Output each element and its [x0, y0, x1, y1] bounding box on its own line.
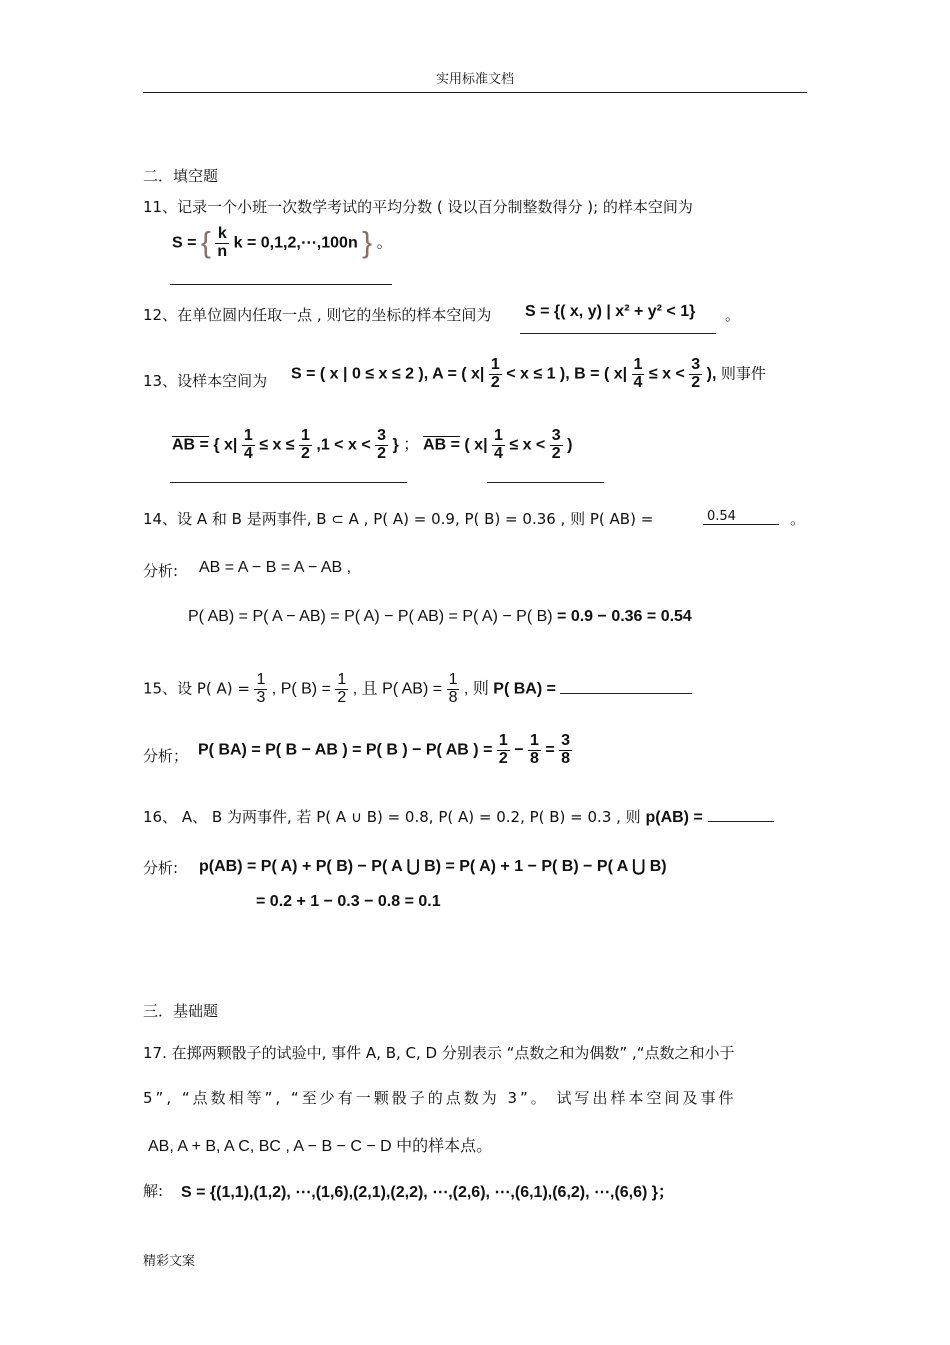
- q13-m2: ,1 < x <: [316, 436, 371, 454]
- question-12-answer: S = {( x, y) | x² + y² < 1}: [525, 303, 696, 320]
- q13-frac1: $\frac{1}{4}$: [243, 427, 253, 462]
- page-header: 实用标准文档: [435, 72, 514, 87]
- q15-frac1: $\frac{1}{3}$: [256, 671, 266, 706]
- answer-underline: [170, 482, 407, 483]
- q17-solution: S = {(1,1),(1,2), ⋯,(1,6),(2,1),(2,2), ⋯,(2,6), ⋯,(6,1),(6,2), ⋯,(6,6) }；: [181, 1184, 675, 1201]
- answer-underline: [170, 284, 392, 285]
- q13-b-frac1: $\frac{1}{4}$: [633, 356, 643, 391]
- q13-ab2-label: AB =: [423, 436, 460, 454]
- analysis-label: 分析:: [143, 859, 179, 877]
- question-15-text: 15、设 P( A) = $\frac{1}{3}$ , P( B) = $\frac{1}{2}$ , 且 P( AB) = $\frac{1}{8}$ , 则 P( BA) =: [143, 672, 692, 707]
- q11-set-rest: k = 0,1,2,⋯,100n: [233, 234, 358, 252]
- solution-label: 解:: [143, 1182, 164, 1200]
- q13-b-mid: ≤ x <: [648, 365, 685, 383]
- question-16-text: 16、 A、 B 为两事件, 若 P( A ∪ B) = 0.8, P( A) = 0.2, P( B) = 0.3 , 则 p(AB) =: [143, 806, 774, 827]
- q14-analysis-2: P( AB) = P( A − AB) = P( A) − P( AB) = P( A) − P( B) = 0.9 − 0.36 = 0.54: [188, 608, 692, 625]
- q13-a-frac: $\frac{1}{2}$: [490, 356, 500, 391]
- q13-ab2-pre: ( x|: [464, 436, 488, 454]
- answer-underline: [520, 333, 716, 334]
- q13-ab-post: }: [392, 436, 399, 454]
- q13-frac5: $\frac{3}{2}$: [551, 427, 561, 462]
- section-heading: 三．基础题: [143, 1002, 219, 1020]
- q13-ab-pre: { x|: [213, 436, 238, 454]
- question-12-text: 12、在单位圆内任取一点 , 则它的坐标的样本空间为: [143, 306, 492, 324]
- q13-b-post: ),: [706, 365, 717, 383]
- answer-underline: [703, 524, 779, 525]
- q14-tail: 。: [790, 510, 806, 528]
- q15-frac-h1: $\frac{1}{2}$: [498, 732, 508, 767]
- q11-tail: 。: [376, 234, 393, 252]
- q11-lhs: S =: [172, 234, 197, 252]
- right-brace-icon: }: [362, 226, 373, 260]
- question-17-line-3: AB, A + B, A C, BC , A − B − C − D 中的样本点。: [148, 1138, 493, 1155]
- question-14-text: 14、设 A 和 B 是两事件, B ⊂ A , P( A) = 0.9, P( B) = 0.36 , 则 P( AB) =: [143, 510, 654, 528]
- q15-frac2: $\frac{1}{2}$: [337, 671, 347, 706]
- section-heading: 二．填空题: [143, 167, 219, 185]
- q13-s: S = ( x | 0 ≤ x ≤ 2 ),: [291, 365, 429, 383]
- q13-b-pre: B = ( x|: [574, 365, 628, 383]
- question-13-text: 13、设样本空间为: [143, 372, 268, 390]
- analysis-label: 分析；: [143, 747, 189, 765]
- question-17-line-2: 5”, “点数相等”, “至少有一颗骰子的点数为 3”。 试写出样本空间及事件: [143, 1089, 737, 1107]
- q13-a-pre: A = ( x|: [432, 365, 485, 383]
- q13-tail: 则事件: [720, 365, 766, 383]
- question-14-answer: 0.54: [707, 509, 736, 524]
- q13-ab-label: AB =: [172, 436, 209, 454]
- q15-frac-h3: $\frac{3}{8}$: [561, 732, 571, 767]
- q11-fraction: $\frac{k}{n}$: [217, 225, 228, 260]
- header-rule: [143, 92, 807, 93]
- q12-tail: 。: [725, 306, 741, 324]
- question-11-answer: [172, 226, 393, 261]
- q13-frac4: $\frac{1}{4}$: [494, 427, 503, 462]
- q14-analysis-1: AB = A − B = A − AB ,: [199, 559, 352, 576]
- answer-underline: [487, 482, 604, 483]
- question-11-text: 11、记录一个小班一次数学考试的平均分数 ( 设以百分制整数得分 ); 的样本空间为: [143, 198, 693, 216]
- q13-b-frac2: $\frac{3}{2}$: [691, 356, 701, 391]
- q13-m1: ≤ x ≤: [259, 436, 295, 454]
- page-footer: 精彩文案: [143, 1254, 196, 1269]
- question-13-answer: [172, 428, 572, 463]
- answer-blank: [708, 807, 774, 822]
- q15-analysis: P( BA) = P( B − AB ) = P( B ) − P( AB ) = $\frac{1}{2}$ − $\frac{1}{8}$ = $\frac{3}{8}$: [198, 732, 571, 767]
- analysis-label: 分析:: [143, 562, 179, 580]
- answer-blank: [560, 679, 692, 694]
- q16-analysis-2: = 0.2 + 1 − 0.3 − 0.8 = 0.1: [256, 893, 441, 910]
- q13-g-mid: ≤ x <: [509, 436, 546, 454]
- q15-frac3: $\frac{1}{8}$: [448, 671, 458, 706]
- left-brace-icon: {: [200, 226, 211, 260]
- q15-frac-h2: $\frac{1}{8}$: [530, 732, 539, 767]
- q13-frac2: $\frac{1}{2}$: [301, 427, 310, 462]
- question-13-sets: [291, 357, 766, 392]
- question-17-line-1: 17. 在掷两颗骰子的试验中, 事件 A, B, C, D 分别表示 “点数之和为偶数” ,“点数之和小于: [143, 1044, 735, 1062]
- q13-sep: ；: [403, 436, 420, 454]
- q16-analysis-1: p(AB) = P( A) + P( B) − P( A ⋃ B) = P( A) + 1 − P( B) − P( A ⋃ B): [199, 858, 667, 875]
- q13-ab2-post: ): [567, 436, 573, 454]
- q13-frac3: $\frac{3}{2}$: [377, 427, 387, 462]
- q13-a-post: < x ≤ 1 ),: [506, 365, 570, 383]
